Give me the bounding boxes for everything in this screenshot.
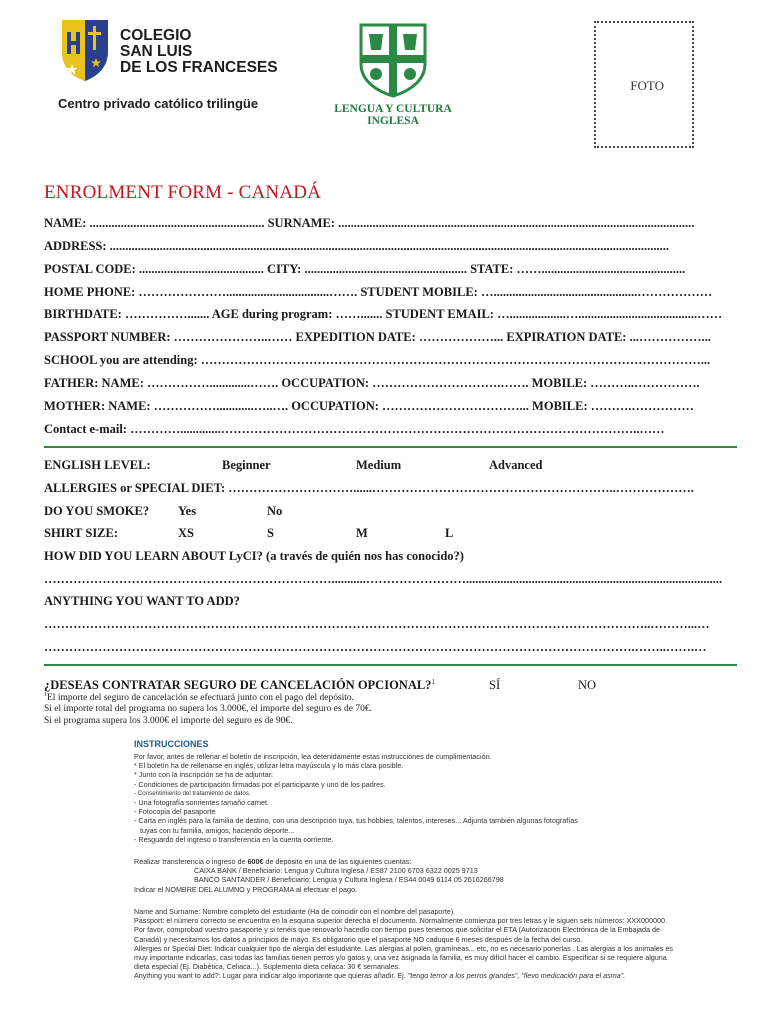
smoke-label: DO YOU SMOKE? bbox=[44, 504, 150, 518]
instr-line: tuyas con tu familia, amigos, haciendo deporte... bbox=[140, 825, 295, 835]
form-title: ENROLMENT FORM - CANADÁ bbox=[44, 182, 322, 203]
bank-note: Indicar el NOMBRE DEL ALUMNO y PROGRAMA al efectuar el pago. bbox=[134, 884, 358, 894]
shirt-l-option[interactable]: L bbox=[445, 526, 454, 540]
insurance-question bbox=[44, 678, 435, 693]
instructions-block-3 bbox=[134, 907, 754, 981]
school-row[interactable]: SCHOOL you are attending: …………………………………………………………………………………………………………... bbox=[44, 353, 711, 367]
instr-line: dieta especial (Ej. Diabética, Celiaca...). Suplemento dieta celiaca: 30 € semanales. bbox=[134, 962, 401, 972]
instr-line: - Condiciones de participación firmadas por el participante y uno de los padres. bbox=[134, 779, 386, 789]
lyci-name-line2: INGLESA bbox=[367, 115, 419, 127]
instr-last-line bbox=[134, 971, 754, 980]
insurance-note-1-text: El importe del seguro de cancelación se efectuará junto con el pago del depósito. bbox=[47, 693, 355, 704]
school-subtitle: Centro privado católico trilingüe bbox=[58, 96, 259, 111]
section-divider bbox=[44, 446, 737, 448]
deposit-suffix: de depósito en una de las siguientes cuentas: bbox=[263, 857, 412, 866]
instr-line: - Consentimiento del tratamiento de datos. bbox=[134, 789, 251, 797]
shirt-m-option[interactable]: M bbox=[356, 526, 368, 540]
photo-box[interactable] bbox=[594, 21, 694, 148]
smoke-yes-option[interactable]: Yes bbox=[178, 504, 197, 518]
shirt-s-option[interactable]: S bbox=[267, 526, 274, 540]
instructions-block-1 bbox=[134, 752, 754, 844]
instr-line: Canadá) y necesitamos los datos a principios de mayo. Es obligatorio que el pasaporte NO caduque 6 meses después de la fecha del curso. bbox=[134, 934, 583, 944]
instructions-block-2 bbox=[134, 857, 754, 894]
insurance-si-option[interactable]: SÍ bbox=[489, 678, 501, 692]
instr-line: * Junto con la inscripción se ha de adjuntar: bbox=[134, 770, 274, 780]
address-row[interactable]: ADDRESS: ................................................................................................................................................................................... bbox=[44, 239, 670, 253]
passport-row[interactable]: PASSPORT NUMBER: …………………..…… EXPEDITION DATE: ………………... EXPIRATION DATE: ...……………... bbox=[44, 330, 711, 344]
insurance-no-option[interactable]: NO bbox=[578, 678, 597, 692]
shirt-size-label: SHIRT SIZE: bbox=[44, 526, 119, 540]
school-name-line1: COLEGIO bbox=[120, 27, 192, 44]
school-name-line3: DE LOS FRANCESES bbox=[120, 59, 278, 76]
insurance-question-text: ¿DESEAS CONTRATAR SEGURO DE CANCELACIÓN OPCIONAL? bbox=[44, 678, 432, 693]
birthdate-age-email-row[interactable]: BIRTHDATE: ……………....... AGE during program: ……....... STUDENT EMAIL: …..................…......................................…… bbox=[44, 307, 723, 321]
deposit-prefix: Realizar transferencia o ingreso de bbox=[134, 857, 248, 866]
bank-account-2: BANCO SANTANDER / Beneficiario: Lengua y Cultura Inglesa / ES44 0049 6114 05 2616266798 bbox=[194, 875, 504, 885]
deposit-line bbox=[134, 857, 754, 866]
allergies-row[interactable]: ALLERGIES or SPECIAL DIET: …………………………......…………………………………………………..………………. bbox=[44, 481, 694, 495]
deposit-amount: 600€ bbox=[247, 857, 264, 866]
instr-line: - Una fotografía sonrientes tamaño carnet. bbox=[134, 798, 270, 808]
instr-line: - Carta en inglés para la familia de destino, con una descripción tuya, tus hobbies, talentos, intereses... Adjunta también algunas fotografías bbox=[134, 816, 578, 826]
insurance-note-1 bbox=[44, 692, 354, 703]
english-level-label: ENGLISH LEVEL: bbox=[44, 458, 151, 472]
section-divider-2 bbox=[44, 664, 737, 666]
instr-line: Passport: el número correcto se encuentra en la esquina superior derecha el documento. Normalmente comienza por tres letras y le siguen seis números: XXX000000. bbox=[134, 916, 667, 926]
father-row[interactable]: FATHER: NAME: …………….............……. OCCUPATION: ………………………….……. MOBILE: ………..……………. bbox=[44, 376, 700, 390]
photo-label: FOTO bbox=[630, 78, 664, 93]
smoke-no-option[interactable]: No bbox=[267, 504, 283, 518]
bank-account-1: CAIXA BANK / Beneficiario: Lengua y Cultura Inglesa / ES87 2100 6703 6322 0025 9713 bbox=[194, 866, 478, 876]
school-name-line2: SAN LUIS bbox=[120, 43, 193, 60]
anything-add-line-2[interactable]: …………………………………………………………………………………………………………………………….……..…….… bbox=[44, 640, 707, 654]
learn-about-question: HOW DID YOU LEARN ABOUT LyCI? (a través de quién nos has conocido?) bbox=[44, 549, 464, 563]
lyci-crest-logo bbox=[355, 22, 431, 98]
instr-line: muy importante indicarlas, casi todas las familias tienen perros y/o gatos y, una vez asignada la familia, es muy difícil hacer el cambio. Especificar si se requiere alguna bbox=[134, 953, 667, 963]
level-beginner-option[interactable]: Beginner bbox=[222, 458, 271, 472]
learn-about-answer-line[interactable]: ……………………………………………………………...........…………………….................................................................................. bbox=[44, 572, 723, 586]
mother-row[interactable]: MOTHER: NAME: ……………............…..…. OCCUPATION: ……………………………... MOBILE: ……….…………… bbox=[44, 399, 694, 413]
instr-line: * El boletín ha de rellenarse en inglés, utilizar letra mayúscula y lo más clara posible. bbox=[134, 761, 404, 771]
instructions-title: INSTRUCCIONES bbox=[134, 739, 209, 749]
instr-line: Por favor, comprobad vuestro pasaporte y si tenéis que renovarlo hacedlo con tiempo pues tenemos que solicitar el ETA (Autorización Electrónica de la Embajada de bbox=[134, 925, 661, 935]
phone-mobile-row[interactable]: HOME PHONE: ………………….................................……. STUDENT MOBILE: …..............................................……………… bbox=[44, 285, 713, 299]
instr-line: Allergies or Special Diet: Indicar cualquier tipo de alergia del estudiante. Las alergias al polen, gramíneas... etc, no es necesario ponerlas . Las alergias a los animales es bbox=[134, 943, 673, 953]
level-medium-option[interactable]: Medium bbox=[356, 458, 402, 472]
instr-last-example: "tengo terror a los perros grandes", "llevo medicación para el asma". bbox=[407, 971, 626, 981]
note-footnote-mark: 1 bbox=[44, 692, 47, 698]
school-shield-logo bbox=[60, 18, 110, 82]
instr-last-prefix: Anything you want to add?: Lugar para indicar algo importante que quieras añadir. Ej. bbox=[134, 971, 408, 981]
anything-add-line-1[interactable]: ………………………………………………………………………………………………………………………………..………...… bbox=[44, 617, 710, 631]
name-surname-row[interactable]: NAME: ........................................................ SURNAME: .................................................................................................................. bbox=[44, 216, 695, 230]
shirt-xs-option[interactable]: XS bbox=[178, 526, 194, 540]
postal-city-state-row[interactable]: POSTAL CODE: ........................................ CITY: .................................................... STATE: …….............................................. bbox=[44, 262, 686, 276]
anything-add-question: ANYTHING YOU WANT TO ADD? bbox=[44, 594, 240, 608]
lyci-name bbox=[318, 103, 468, 127]
instr-line: Name and Surname: Nombre completo del estudiante (Ha de coincidir con el nombre del pasaporte). bbox=[134, 907, 456, 916]
instr-line: - Fotocopia del pasaporte bbox=[134, 807, 216, 817]
school-name bbox=[120, 28, 278, 76]
level-advanced-option[interactable]: Advanced bbox=[489, 458, 543, 472]
insurance-note-2: Si el importe total del programa no supera los 3.000€, el importe del seguro es de 70€. bbox=[44, 704, 372, 714]
contact-email-row[interactable]: Contact e-mail: ………….............………………………………………………………………………………………..…… bbox=[44, 422, 665, 436]
insurance-note-3: Si el programa supera los 3.000€ el importe del seguro es de 90€. bbox=[44, 716, 293, 726]
instr-line: Por favor, antes de rellenar el boletín de inscripción, lea detenidamente estas instrucciones de cumplimentación. bbox=[134, 752, 492, 761]
lyci-name-line1: LENGUA Y CULTURA bbox=[334, 103, 452, 115]
instr-line: - Resguardo del ingreso o transferencia en la cuenta corriente. bbox=[134, 834, 334, 844]
insurance-footnote-mark: 1 bbox=[431, 678, 435, 686]
